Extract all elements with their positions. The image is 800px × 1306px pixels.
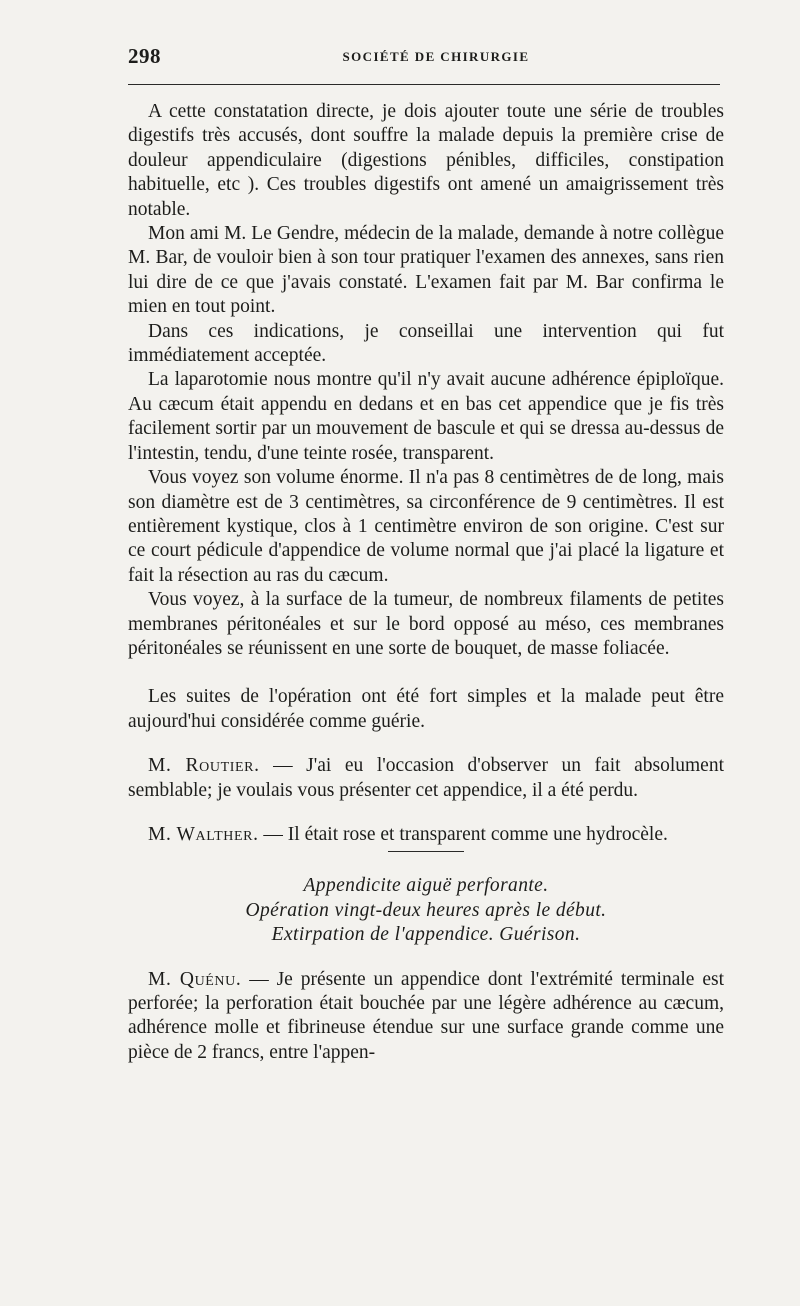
- paragraph-gap: [128, 661, 724, 685]
- heading-line: Opération vingt-deux heures après le début.: [245, 899, 607, 921]
- paragraph-gap: [128, 948, 724, 968]
- heading-line: Extirpation de l'appendice. Guérison.: [271, 924, 581, 946]
- remark-text: — J'ai eu l'occasion d'observer un fait absolument semblable; je voulais vous présenter cet appendice, il a été perdu.: [128, 755, 724, 801]
- running-head: [128, 44, 720, 70]
- section-heading: [128, 874, 724, 947]
- paragraph-gap: [128, 803, 724, 823]
- remark-text: — Il était rose et transparent comme une hydrocèle.: [258, 823, 668, 845]
- remark-walther: [128, 823, 724, 847]
- paragraph-quenu: [128, 968, 724, 1066]
- paragraph-text: — Je présente un appendice dont l'extrémité terminale est perforée; la perforation était bouchée par une légère adhérence au cæcum, adhérence molle et fibrineuse étendue sur une surface grande comme une pièce de 2 francs, entre l'appen-: [128, 968, 724, 1063]
- speaker-name: M. Routier.: [148, 755, 260, 777]
- paragraph-laparotomy: La laparotomie nous montre qu'il n'y avait aucune adhérence épiploïque. Au cæcum était appendu en dedans et en bas cet appendice que je fis très facilement sortir par un mouvement de bascule et qui se dressa au-dessus de l'intestin, tendu, d'une teinte rosée, transparent.: [128, 369, 724, 464]
- section-divider: [388, 851, 464, 852]
- paragraph-outcome: Les suites de l'opération ont été fort simples et la malade peut être aujourd'hui considérée comme guérie.: [128, 686, 724, 732]
- paragraph-membranes: Vous voyez, à la surface de la tumeur, de nombreux filaments de petites membranes péritonéales et sur le bord opposé au méso, ces membranes péritonéales se réunissent en une sorte de bouquet, de masse foliacée.: [128, 589, 724, 659]
- paragraph-intervention: Dans ces indications, je conseillai une intervention qui fut immédiatement acceptée.: [128, 320, 724, 367]
- header-rule: [128, 84, 720, 85]
- paragraph-volume: Vous voyez son volume énorme. Il n'a pas 8 centimètres de de long, mais son diamètre est de 3 centimètres, sa circonférence de 9 centimètres. Il est entièrement kystique, clos à 1 centimètre environ de son origine. C'est sur ce court pédicule d'appendice de volume normal que j'ai placé la ligature et fait la résection au ras du cæcum.: [128, 467, 724, 586]
- paragraph-digestive-troubles: A cette constatation directe, je dois ajouter toute une série de troubles digestifs très accusés, dont souffre la malade depuis la première crise de douleur appendiculaire (digestions pénibles, difficiles, constipation habituelle, etc ). Ces troubles digestifs ont amené un amaigrissement très notable.: [128, 101, 724, 220]
- paragraph-gap: [128, 734, 724, 754]
- page-number: 298: [128, 44, 161, 68]
- main-text: [128, 100, 724, 1065]
- speaker-name: M. Quénu.: [148, 968, 242, 990]
- journal-title: SOCIÉTÉ DE CHIRURGIE: [342, 49, 530, 64]
- heading-line: Appendicite aiguë perforante.: [303, 875, 549, 897]
- remark-routier: [128, 754, 724, 803]
- speaker-name: M. Walther.: [148, 823, 259, 845]
- paragraph-examination: Mon ami M. Le Gendre, médecin de la malade, demande à notre collègue M. Bar, de vouloir bien à son tour pratiquer l'examen des annexes, sans rien lui dire de ce que j'avais constaté. L'examen fait par M. Bar confirma le mien en tout point.: [128, 223, 724, 318]
